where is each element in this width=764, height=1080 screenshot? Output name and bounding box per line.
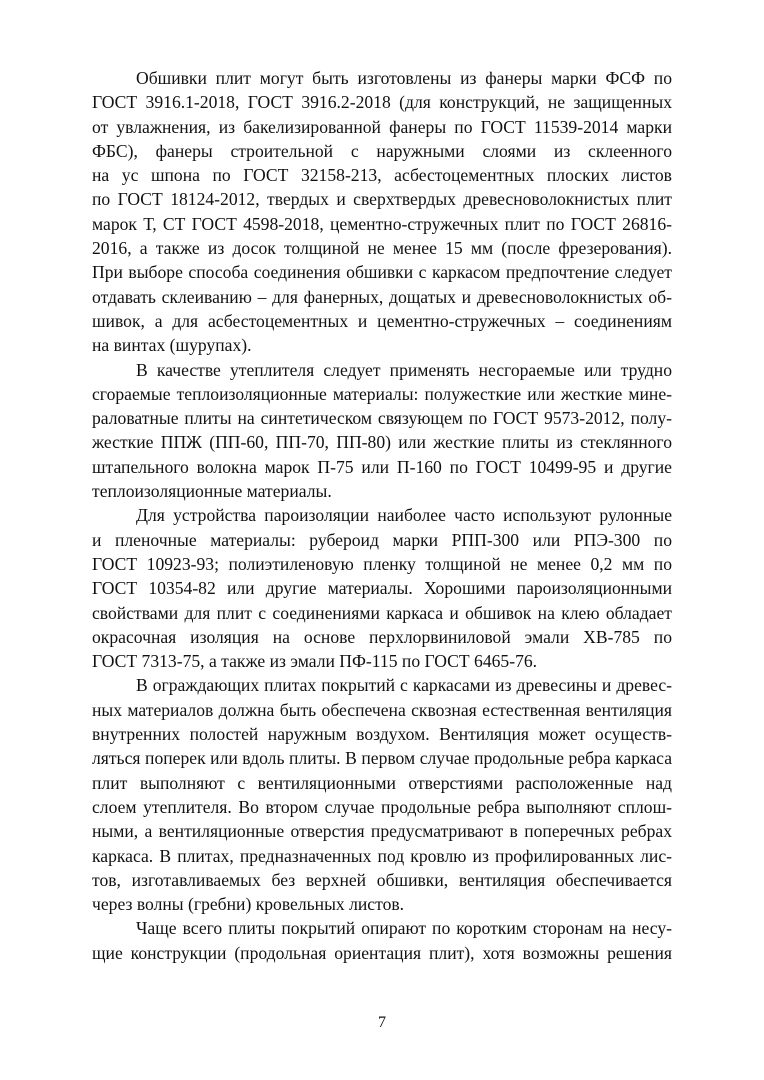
text-line: ГОСТ 3916.1-2018, ГОСТ 3916.2-2018 (для конструкций, не защищенных (92, 92, 672, 113)
text-line: ГОСТ 10923-93; полиэтиленовую пленку толщиной не менее 0,2 мм по (92, 553, 672, 574)
text-line: 2016, а также из досок толщиной не менее 15 мм (после фрезерования). (92, 238, 672, 259)
text-line: отдавать склеиванию – для фанерных, дощатых и древесноволокнистых об- (92, 286, 672, 307)
text-line: от увлажнения, из бакелизированной фанеры по ГОСТ 11539-2014 марки (92, 116, 672, 137)
text-line: плит выполняют с вентиляционными отверстиями расположенные над (92, 772, 672, 793)
text-line: окрасочная изоляция на основе перхлорвиниловой эмали ХВ-785 по (92, 626, 672, 647)
text-line: на винтах (шурупах). (92, 335, 252, 356)
text-line: Обшивки плит могут быть изготовлены из фанеры марки ФСФ по (136, 68, 672, 88)
text-line: и пленочные материалы: рубероид марки РПП-300 или РПЭ-300 по (92, 529, 672, 550)
text-line: через волны (гребни) кровельных листов. (92, 894, 405, 915)
text-line: ляться поперек или вдоль плиты. В первом случае продольные ребра каркаса (92, 748, 672, 769)
paragraph-support (92, 916, 672, 965)
paragraph-vapor-barrier (92, 503, 672, 673)
text-line: ными, а вентиляционные отверстия предусматривают в поперечных ребрах (92, 821, 672, 842)
text-line: раловатные плиты на синтетическом связующем по ГОСТ 9573-2012, полу- (92, 408, 672, 429)
paragraph-insulation (92, 358, 672, 504)
text-line: каркаса. В плитах, предназначенных под кровлю из профилированных лис- (92, 845, 672, 866)
text-line: теплоизоляционные материалы. (92, 481, 332, 502)
text-line: Для устройства пароизоляции наиболее часто используют рулонные (136, 505, 672, 526)
text-line: При выборе способа соединения обшивки с каркасом предпочтение следует (92, 262, 672, 283)
text-line: шивок, а для асбестоцементных и цементно-стружечных – соединениям (92, 310, 672, 331)
text-line: сгораемые теплоизоляционные материалы: полужесткие или жесткие мине- (92, 383, 672, 404)
text-line: жесткие ППЖ (ПП-60, ПП-70, ПП-80) или жесткие плиты из стеклянного (92, 432, 672, 453)
paragraph-ventilation (92, 673, 672, 916)
paragraph-sheathing (92, 66, 672, 358)
text-line: тов, изготавливаемых без верхней обшивки, вентиляция обеспечивается (92, 869, 672, 890)
page-number: 7 (378, 1014, 386, 1031)
text-line: ных материалов должна быть обеспечена сквозная естественная вентиляция (92, 699, 672, 720)
text-line: ГОСТ 10354-82 или другие материалы. Хорошими пароизоляционными (92, 578, 672, 599)
text-line: на ус шпона по ГОСТ 32158-213, асбестоцементных плоских листов (92, 165, 672, 186)
text-line: ФБС), фанеры строительной с наружными слоями из склеенного (92, 140, 672, 161)
text-line: В качестве утеплителя следует применять несгораемые или трудно (136, 359, 672, 380)
text-line: щие конструкции (продольная ориентация плит), хотя возможны решения (92, 942, 672, 963)
document-page (92, 66, 672, 965)
text-line: внутренних полостей наружным воздухом. Вентиляция может осуществ- (92, 724, 672, 745)
text-line: свойствами для плит с соединениями каркаса и обшивок на клею обладает (92, 602, 672, 623)
text-line: Чаще всего плиты покрытий опирают по коротким сторонам на несу- (136, 918, 672, 939)
text-line: по ГОСТ 18124-2012, твердых и сверхтвердых древесноволокнистых плит (92, 189, 672, 210)
text-line: слоем утеплителя. Во втором случае продольные ребра выполняют сплош- (92, 796, 672, 817)
text-line: ГОСТ 7313-75, а также из эмали ПФ-115 по ГОСТ 6465-76. (92, 651, 538, 672)
text-line: штапельного волокна марок П-75 или П-160 по ГОСТ 10499-95 и другие (92, 456, 672, 477)
text-line: марок Т, СТ ГОСТ 4598-2018, цементно-стружечных плит по ГОСТ 26816- (92, 213, 672, 234)
text-line: В ограждающих плитах покрытий с каркасами из древесины и древес- (136, 675, 672, 696)
